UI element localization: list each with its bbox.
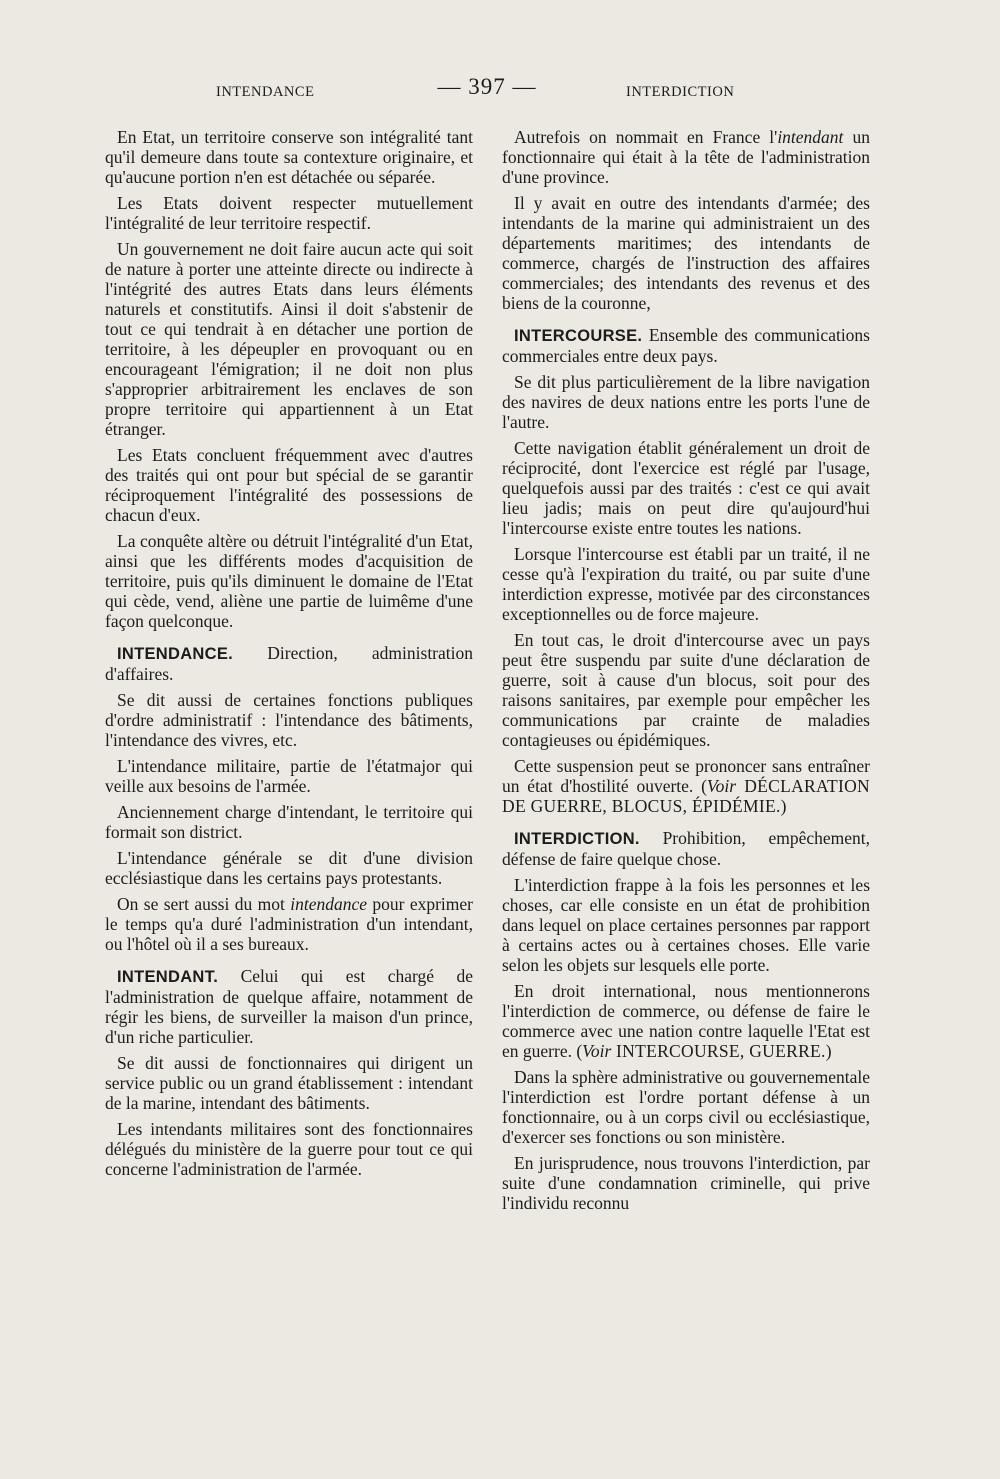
entry-interdiction [502, 828, 870, 869]
left-column [105, 127, 473, 1185]
definition: Celui qui est chargé de l'administration de quelque affaire, notamment de régir les biens, de surveiller la maison d'un prince, d'un riche particulier. [105, 966, 473, 1047]
voir-reference: Voir [582, 1041, 612, 1061]
text: En droit international, nous mentionnerons l'interdiction de commerce, ou défense de faire le commerce avec une nation contre laquelle l'Etat est en guerre. ( [502, 981, 870, 1061]
definition: Prohibition, empêchement, défense de faire quelque chose. [502, 828, 870, 869]
entry-intercourse [502, 325, 870, 366]
headword: INTERDICTION. [514, 830, 640, 848]
voir-reference: Voir [706, 776, 737, 796]
paragraph: Cette navigation établit généralement un droit de réciprocité, dont l'exercice est réglé par l'usage, quelquefois aussi par des traités : c'est ce qui avait lieu jadis; mais on peut dire qu'aujourd'hui l'intercourse existe entre toutes les nations. [502, 438, 870, 538]
text: Autrefois on nommait en France l' [514, 127, 778, 147]
text: un fonctionnaire qui était à la tête de l'administration d'une province. [502, 127, 870, 187]
definition: Direction, administration d'affaires. [105, 643, 473, 684]
paragraph: Dans la sphère administrative ou gouvernementale l'interdiction est l'ordre portant défense à un fonctionnaire, ou à un corps civil ou ecclésiastique, d'exercer ses fonctions ou son ministère. [502, 1067, 870, 1147]
paragraph: Les Etats doivent respecter mutuellement l'intégralité de leur territoire respectif. [105, 193, 473, 233]
paragraph: Les intendants militaires sont des fonctionnaires délégués du ministère de la guerre pour tout ce qui concerne l'administration de l'armée. [105, 1119, 473, 1179]
paragraph: En jurisprudence, nous trouvons l'interdiction, par suite d'une condamnation criminelle, qui prive l'individu reconnu [502, 1153, 870, 1213]
running-header [0, 72, 1000, 112]
cross-reference: INTERCOURSE, GUERRE.) [611, 1041, 832, 1061]
paragraph: Un gouvernement ne doit faire aucun acte qui soit de nature à porter une atteinte directe ou indirecte à l'intégrité des autres Etats dans leurs éléments naturels et constitutifs. Ainsi il doit s'abstenir de tout ce qui tendrait à en détacher une portion de territoire, à les dépeupler en provoquant ou en encourageant l'émigration; il ne doit non plus s'approprier arbitrairement les enclaves de son propre territoire qui appartiennent à un Etat étranger. [105, 239, 473, 439]
headword: INTERCOURSE. [514, 327, 643, 345]
paragraph [105, 894, 473, 954]
definition: Ensemble des communications commerciales entre deux pays. [502, 325, 870, 366]
header-left-word: INTENDANCE [216, 84, 315, 100]
paragraph: L'interdiction frappe à la fois les personnes et les choses, car elle consiste en un état de prohibition dans lequel on place certaines personnes par rapport à certains actes ou à certaines choses. Elle varie selon les objets sur lesquels elle porte. [502, 875, 870, 975]
paragraph: Se dit plus particulièrement de la libre navigation des navires de deux nations entre les ports l'une de l'autre. [502, 372, 870, 432]
paragraph: Anciennement charge d'intendant, le territoire qui formait son district. [105, 802, 473, 842]
paragraph: Se dit aussi de fonctionnaires qui dirigent un service public ou un grand établissement : intendant de la marine, intendant des bâtiments. [105, 1053, 473, 1113]
paragraph: Il y avait en outre des intendants d'armée; des intendants de la marine qui administraient un des départements maritimes; des intendants de commerce, chargés de l'instruction des affaires commerciales; des intendants des revenus et des biens de la couronne, [502, 193, 870, 313]
paragraph: L'intendance générale se dit d'une division ecclésiastique dans les certains pays protestants. [105, 848, 473, 888]
paragraph: L'intendance militaire, partie de l'étatmajor qui veille aux besoins de l'armée. [105, 756, 473, 796]
paragraph [502, 981, 870, 1061]
paragraph: En tout cas, le droit d'intercourse avec un pays peut être suspendu par suite d'une déclaration de guerre, soit à cause d'un blocus, soit pour des raisons sanitaires, par exemple pour empêcher les communications par crainte de maladies contagieuses ou épidémiques. [502, 630, 870, 750]
paragraph: En Etat, un territoire conserve son intégralité tant qu'il demeure dans toute sa contexture originaire, et qu'aucune portion n'en est détachée ou séparée. [105, 127, 473, 187]
paragraph: Lorsque l'intercourse est établi par un traité, il ne cesse qu'à l'expiration du traité, ou par suite d'une interdiction expresse, motivée par des circonstances exceptionnelles ou de force majeure. [502, 544, 870, 624]
paragraph [502, 127, 870, 187]
headword: INTENDANT. [117, 968, 219, 986]
paragraph: Les Etats concluent fréquemment avec d'autres des traités qui ont pour but spécial de se garantir réciproquement l'intégralité des possessions de chacun d'eux. [105, 445, 473, 525]
header-right-word: INTERDICTION [626, 84, 735, 100]
cross-reference: DÉCLARATION DE GUERRE, BLOCUS, ÉPIDÉMIE.) [502, 776, 870, 816]
italic-term: intendance [290, 894, 367, 914]
paragraph [502, 756, 870, 816]
entry-intendant [105, 966, 473, 1047]
headword: INTENDANCE. [117, 645, 234, 663]
paragraph: La conquête altère ou détruit l'intégralité d'un Etat, ainsi que les différents modes d'acquisition de territoire, puis qu'ils diminuent le domaine de l'Etat qui cède, vend, aliène une partie de luimême d'une façon quelconque. [105, 531, 473, 631]
text: Cette suspension peut se prononcer sans entraîner un état d'hostilité ouverte. ( [502, 756, 870, 796]
text: On se sert aussi du mot [117, 894, 291, 914]
entry-intendance [105, 643, 473, 684]
page-number: — 397 — [437, 74, 537, 99]
right-column [502, 127, 870, 1219]
italic-term: intendant [777, 127, 844, 147]
paragraph: Se dit aussi de certaines fonctions publiques d'ordre administratif : l'intendance des bâtiments, l'intendance des vivres, etc. [105, 690, 473, 750]
text: pour exprimer le temps qu'a duré l'administration d'un intendant, ou l'hôtel où il a ses bureaux. [105, 894, 473, 954]
